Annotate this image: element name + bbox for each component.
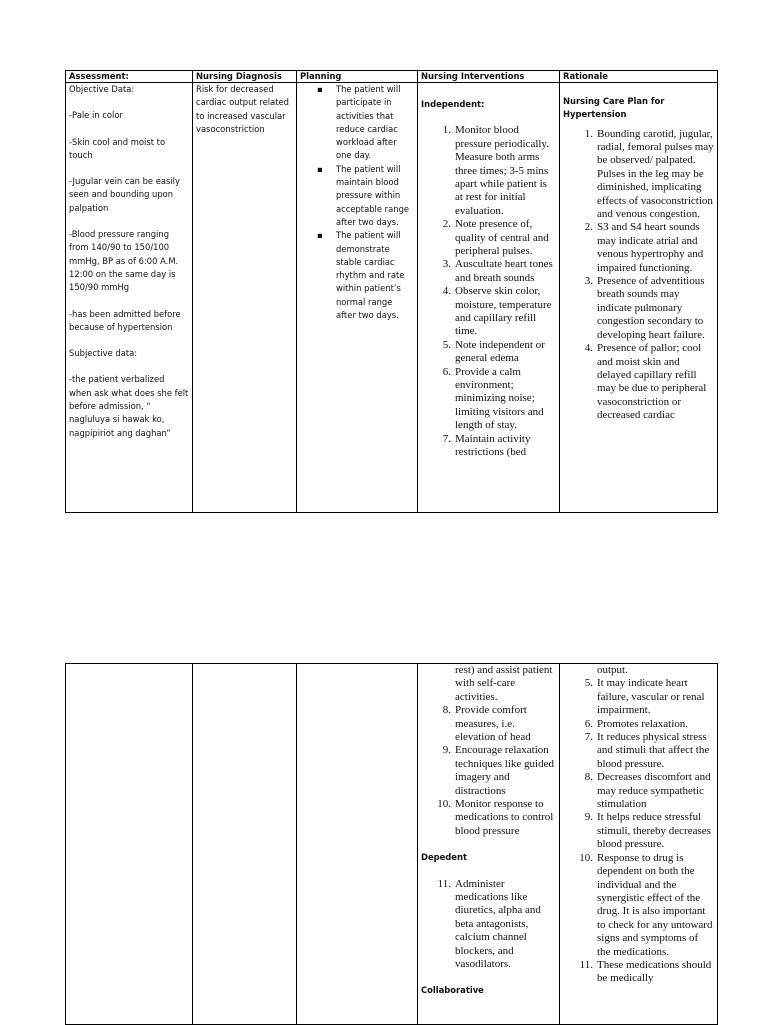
planning-list xyxy=(300,83,414,322)
interventions-cell-continued xyxy=(418,664,560,1025)
rationale-cell xyxy=(560,83,718,513)
rationale-cell-continued xyxy=(560,664,718,1025)
item-number: 1. xyxy=(442,124,451,137)
header-planning: Planning xyxy=(297,71,418,83)
header-nursing-diagnosis: Nursing Diagnosis xyxy=(193,71,297,83)
header-assessment: Assessment: xyxy=(66,71,193,83)
item-text: Maintain activity restrictions (bed xyxy=(455,432,531,459)
numbered-item xyxy=(563,731,714,771)
interventions-list xyxy=(421,704,556,838)
item-number: 2. xyxy=(442,218,451,231)
numbered-item xyxy=(421,744,556,798)
assessment-item: -the patient verbalized when ask what does she felt before admission, “ nagluluya si hawak ko, nagpipiriot ang daghan” xyxy=(69,374,189,438)
rationale-continued-text: output. xyxy=(597,664,628,676)
numbered-item xyxy=(421,798,556,838)
numbered-item xyxy=(563,128,714,222)
numbered-item xyxy=(421,258,556,285)
assessment-item: -Pale in color xyxy=(69,110,123,121)
item-number: 7. xyxy=(442,432,451,445)
item-text: Bounding carotid, jugular, radial, femoral pulses may be observed/ palpated. Pulses in the leg may be diminished, implicating effects of vasoconstriction and venous congestion. xyxy=(597,127,714,221)
interventions-cell xyxy=(418,83,560,513)
item-text: S3 and S4 heart sounds may indicate atrial and venous hypertrophy and impaired functioning. xyxy=(597,221,704,274)
item-text: Note presence of, quality of central and peripheral pulses. xyxy=(455,218,549,257)
assessment-item: -Jugular vein can be easily seen and bounding upon palpation xyxy=(69,176,180,213)
planning-item: ▪ The patient will participate in activities that reduce cardiac workload after one day. xyxy=(317,84,401,161)
rationale-list xyxy=(563,128,714,423)
diagnosis-cell xyxy=(193,83,297,513)
item-number: 11. xyxy=(437,877,451,890)
numbered-item xyxy=(563,342,714,422)
item-text: It may indicate heart failure, vascular or renal impairment. xyxy=(597,677,705,717)
item-text: Provide a calm environment; minimizing noise; limiting visitors and length of stay. xyxy=(455,365,544,432)
item-text: Response to drug is dependent on both the individual and the synergistic effect of the drug. It is also important to check for any untoward signs and symptoms of the medications. xyxy=(597,851,713,958)
numbered-item xyxy=(563,677,714,717)
header-row xyxy=(66,71,718,83)
planning-cell xyxy=(297,83,418,513)
item-number: 10. xyxy=(579,851,593,864)
item-number: 5. xyxy=(584,677,593,690)
numbered-item xyxy=(563,852,714,959)
item-text: Auscultate heart tones and breath sounds xyxy=(455,258,553,284)
numbered-item xyxy=(563,771,714,811)
item-text: Monitor blood pressure periodically. Measure both arms three times; 3-5 mins apart while patient is at rest for initial evaluation. xyxy=(455,124,549,217)
numbered-item xyxy=(563,221,714,275)
item-number: 9. xyxy=(584,811,593,824)
planning-item: ▪ The patient will demonstrate stable cardiac rhythm and rate within patient’s normal range after two days. xyxy=(317,230,405,321)
header-nursing-interventions: Nursing Interventions xyxy=(418,71,560,83)
assessment-item: -has been admitted before because of hypertension xyxy=(69,308,181,332)
bullet-icon: ▪ xyxy=(317,84,323,94)
rationale-heading: Nursing Care Plan for Hypertension xyxy=(563,96,665,120)
item-number: 3. xyxy=(584,275,593,288)
bullet-icon: ▪ xyxy=(317,163,323,174)
planning-item: ▪ The patient will maintain blood pressure within acceptable range after two days. xyxy=(317,163,410,227)
item-number: 10. xyxy=(437,798,451,811)
item-number: 6. xyxy=(442,365,451,378)
assessment-item: -Skin cool and moist to touch xyxy=(69,136,166,160)
header-rationale: Rationale xyxy=(560,71,718,83)
item-text: Decreases discomfort and may reduce sympathetic stimulation xyxy=(597,771,711,811)
item-number: 11. xyxy=(579,958,593,971)
numbered-item xyxy=(421,878,556,972)
item-number: 8. xyxy=(584,771,593,784)
subjective-data-label: Subjective data: xyxy=(69,348,138,359)
item-number: 9. xyxy=(442,744,451,757)
content-row xyxy=(66,664,718,1025)
numbered-item xyxy=(563,275,714,342)
item-number: 8. xyxy=(442,704,451,717)
numbered-item xyxy=(421,218,556,258)
item-number: 6. xyxy=(584,717,593,730)
numbered-item xyxy=(563,811,714,851)
dependent-heading: Depedent xyxy=(421,852,467,863)
planning-cell-empty xyxy=(297,664,418,1025)
care-plan-table-page-1 xyxy=(65,70,718,513)
item-text: Monitor response to medications to control blood pressure xyxy=(455,798,554,837)
care-plan-table-page-2 xyxy=(65,663,718,1025)
rationale-list xyxy=(563,677,714,985)
item-text: Observe skin color, moisture, temperature and capillary refill time. xyxy=(455,285,552,338)
assessment-cell-empty xyxy=(66,664,193,1025)
interventions-list xyxy=(421,124,556,459)
content-row xyxy=(66,83,718,513)
bullet-icon: ▪ xyxy=(317,230,323,241)
dependent-interventions-list xyxy=(421,878,556,972)
item-text: Note independent or general edema xyxy=(455,338,545,365)
item-number: 3. xyxy=(442,258,451,271)
item-text: Administer medications like diuretics, alpha and beta antagonists, calcium channel blockers, and vasodilators. xyxy=(455,877,541,971)
numbered-item xyxy=(421,433,556,460)
item-text: Provide comfort measures, i.e. elevation of head xyxy=(455,704,531,744)
numbered-item xyxy=(421,124,556,218)
item-number: 2. xyxy=(584,221,593,234)
item-number: 7. xyxy=(584,731,593,744)
numbered-item xyxy=(421,339,556,366)
item-text: Promotes relaxation. xyxy=(597,717,689,730)
intervention-continued-text: rest) and assist patient with self-care activities. xyxy=(455,664,553,703)
numbered-item xyxy=(421,285,556,339)
item-number: 5. xyxy=(442,338,451,351)
item-number: 4. xyxy=(442,285,451,298)
objective-data-label: Objective Data: xyxy=(69,84,135,94)
item-number: 1. xyxy=(584,127,593,140)
item-text: These medications should be medically xyxy=(597,958,712,985)
numbered-item xyxy=(421,704,556,744)
numbered-item xyxy=(421,366,556,433)
item-text: It helps reduce stressful stimuli, thereby decreases blood pressure. xyxy=(597,811,711,851)
diagnosis-cell-empty xyxy=(193,664,297,1025)
item-text: Encourage relaxation techniques like guided imagery and distractions xyxy=(455,744,554,797)
item-text: It reduces physical stress and stimuli that affect the blood pressure. xyxy=(597,731,710,770)
assessment-cell xyxy=(66,83,193,513)
independent-heading: Independent: xyxy=(421,99,485,109)
numbered-item xyxy=(563,718,714,731)
assessment-item: -Blood pressure ranging from 140/90 to 150/100 mmHg, BP as of 6:00 A.M. 12:00 on the same day is 150/90 mmHg xyxy=(69,229,179,293)
item-text: Presence of pallor; cool and moist skin and delayed capillary refill may be due to peripheral vasoconstriction or decreased cardiac xyxy=(597,342,707,422)
item-text: Presence of adventitious breath sounds may indicate pulmonary congestion secondary to developing heart failure. xyxy=(597,275,705,341)
numbered-item xyxy=(563,959,714,986)
nursing-diagnosis-text: Risk for decreased cardiac output related to increased vascular vasoconstriction xyxy=(196,84,289,134)
collaborative-heading: Collaborative xyxy=(421,985,484,996)
item-number: 4. xyxy=(584,342,593,355)
